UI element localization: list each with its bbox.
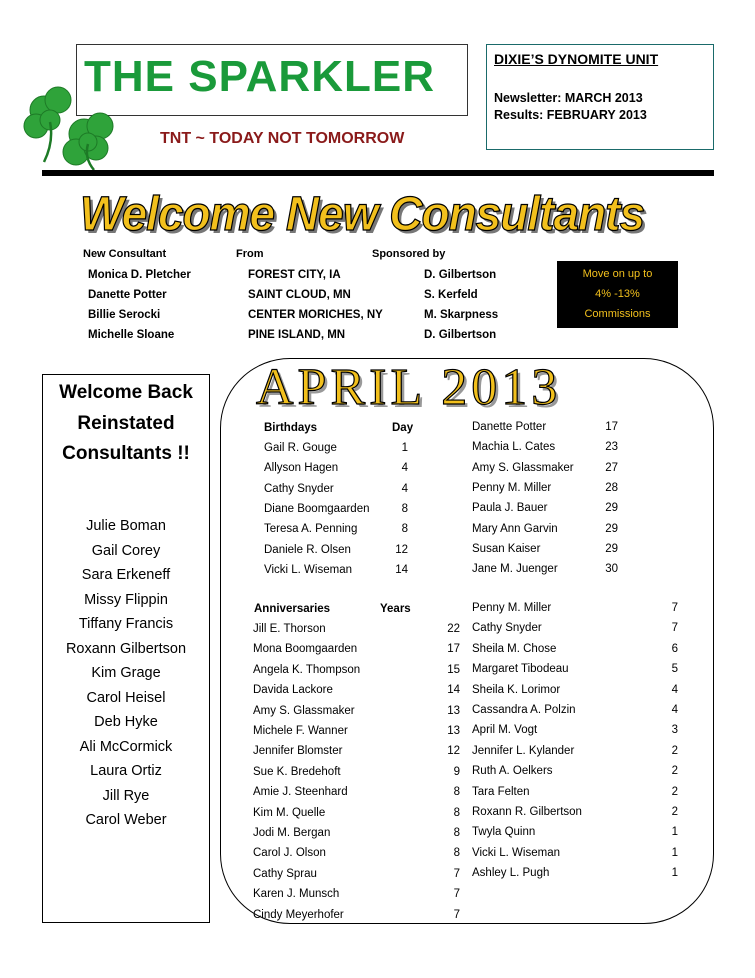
birthday-name: Mary Ann Garvin — [472, 522, 558, 535]
birthdays-header: Birthdays — [264, 422, 318, 434]
anniversary-name: Cassandra A. Polzin — [472, 704, 576, 716]
birthday-name: Amy S. Glassmaker — [472, 461, 574, 474]
consultant-sponsor: D. Gilbertson — [424, 329, 497, 341]
anniversary-years: 1 — [671, 826, 678, 839]
anniversary-years: 4 — [671, 704, 678, 716]
years-header: Years — [380, 603, 411, 615]
birthday-day: 23 — [605, 441, 618, 454]
anniversary-years: 5 — [671, 663, 678, 676]
birthday-name: Vicki L. Wiseman — [264, 563, 352, 576]
anniversary-name: Sheila M. Chose — [472, 642, 557, 655]
anniversary-name: Davida Lackore — [253, 684, 333, 697]
birthday-day: 29 — [605, 522, 618, 535]
newsletter-date: Newsletter: MARCH 2013 — [494, 91, 643, 105]
consultant-from: FOREST CITY, IA — [248, 269, 341, 281]
welcome-back-title — [42, 378, 210, 470]
anniversary-name: April M. Vogt — [472, 724, 538, 737]
anniversary-years: 7 — [671, 622, 678, 635]
anniversary-years: 1 — [671, 867, 678, 880]
reinstated-name: Julie Boman — [86, 518, 166, 534]
commission-line: Move on up to — [582, 268, 653, 280]
birthday-day: 1 — [401, 442, 408, 454]
anniversary-years: 3 — [671, 724, 678, 737]
anniversary-years: 13 — [447, 725, 460, 737]
unit-name: DIXIE’S DYNOMITE UNIT — [494, 51, 659, 67]
anniversary-years: 7 — [671, 602, 678, 614]
birthday-day: 17 — [605, 421, 618, 433]
reinstated-name: Missy Flippin — [84, 591, 168, 608]
birthday-day: 12 — [395, 543, 408, 556]
anniversary-years: 8 — [453, 827, 460, 839]
commission-line: Commissions — [584, 308, 651, 320]
anniversary-name: Amy S. Glassmaker — [253, 704, 355, 717]
anniversary-name: Ruth A. Oelkers — [472, 765, 553, 778]
anniversary-years: 8 — [453, 786, 460, 799]
anniversary-years: 2 — [671, 744, 678, 757]
col-header-sponsor: Sponsored by — [372, 248, 446, 260]
reinstated-name: Ali McCormick — [79, 738, 173, 755]
birthday-name: Teresa A. Penning — [264, 523, 358, 536]
birthday-name: Gail R. Gouge — [264, 442, 337, 454]
col-header-consultant: New Consultant — [83, 248, 167, 260]
birthday-day: 27 — [605, 461, 618, 474]
anniversaries-header: Anniversaries — [254, 603, 331, 615]
commission-box — [557, 261, 678, 328]
birthday-name: Diane Boomgaarden — [264, 502, 370, 515]
reinstated-name: Tiffany Francis — [78, 616, 174, 632]
anniversary-name: Sue K. Bredehoft — [253, 765, 341, 778]
col-header-from: From — [236, 248, 264, 260]
consultant-from: SAINT CLOUD, MN — [248, 289, 351, 301]
title-line: Reinstated — [77, 412, 175, 434]
consultant-name: Monica D. Pletcher — [88, 269, 191, 281]
anniversary-name: Cathy Sprau — [253, 867, 317, 880]
birthday-day: 8 — [401, 502, 408, 515]
anniversary-name: Cindy Meyerhofer — [253, 908, 344, 921]
april-title: APRIL 2013 — [256, 359, 562, 416]
anniversary-name: Amie J. Steenhard — [253, 786, 348, 799]
reinstated-name: Carol Weber — [85, 812, 167, 828]
divider — [42, 170, 714, 176]
anniversary-name: Ashley L. Pugh — [472, 867, 550, 880]
anniversary-years: 7 — [453, 908, 460, 921]
anniversary-name: Jennifer Blomster — [253, 745, 343, 758]
birthday-name: Daniele R. Olsen — [264, 543, 351, 556]
anniversary-years: 17 — [447, 643, 460, 656]
newsletter-title: THE SPARKLER — [84, 52, 435, 101]
consultant-name: Billie Serocki — [88, 309, 161, 321]
anniversary-years: 9 — [453, 765, 460, 778]
anniversary-name: Tara Felten — [472, 785, 530, 798]
anniversary-years: 13 — [447, 704, 460, 717]
anniversary-name: Jill E. Thorson — [253, 623, 326, 635]
consultant-sponsor: D. Gilbertson — [424, 269, 497, 281]
reinstated-name: Gail Corey — [91, 542, 161, 559]
birthday-name: Paula J. Bauer — [472, 502, 548, 515]
birthday-day: 28 — [605, 481, 618, 494]
birthday-name: Danette Potter — [472, 421, 547, 433]
title-line: Consultants !! — [62, 443, 190, 464]
reinstated-name: Sara Erkeneff — [81, 567, 171, 583]
birthday-name: Machia L. Cates — [472, 441, 556, 454]
anniversary-name: Cathy Snyder — [472, 622, 542, 635]
anniversary-years: 12 — [447, 745, 460, 758]
anniversary-years: 14 — [447, 684, 460, 697]
reinstated-name: Roxann Gilbertson — [65, 640, 187, 657]
birthday-day: 8 — [401, 523, 408, 536]
birthday-name: Penny M. Miller — [472, 481, 552, 494]
anniversary-years: 2 — [671, 785, 678, 798]
birthday-day: 29 — [605, 502, 618, 515]
title-line: Welcome Back — [59, 382, 193, 403]
anniversary-name: Karen J. Munsch — [253, 888, 340, 901]
commission-line: 4% -13% — [595, 288, 640, 300]
reinstated-name: Carol Heisel — [86, 689, 166, 706]
anniversary-name: Twyla Quinn — [472, 826, 536, 839]
birthday-day: 4 — [401, 462, 408, 475]
shamrock-icon — [14, 82, 124, 172]
consultant-name: Michelle Sloane — [88, 329, 175, 341]
anniversary-name: Kim M. Quelle — [253, 806, 326, 819]
welcome-banner: Welcome New Consultants — [80, 185, 645, 241]
anniversary-name: Michele F. Wanner — [253, 725, 348, 737]
birthday-name: Allyson Hagen — [264, 462, 339, 475]
day-header: Day — [392, 422, 414, 434]
consultant-from: PINE ISLAND, MN — [248, 329, 346, 341]
consultant-sponsor: S. Kerfeld — [424, 289, 478, 301]
reinstated-name: Kim Grage — [91, 665, 161, 681]
birthday-day: 29 — [605, 542, 618, 555]
results-date: Results: FEBRUARY 2013 — [494, 108, 647, 122]
birthday-name: Jane M. Juenger — [472, 563, 558, 576]
tagline: TNT ~ TODAY NOT TOMORROW — [160, 130, 405, 147]
anniversary-years: 7 — [453, 867, 460, 880]
reinstated-name: Jill Rye — [102, 787, 150, 804]
anniversary-name: Roxann R. Gilbertson — [472, 806, 582, 818]
anniversary-name: Jodi M. Bergan — [253, 827, 331, 839]
anniversary-name: Sheila K. Lorimor — [472, 683, 561, 696]
reinstated-name: Deb Hyke — [94, 714, 158, 730]
consultant-sponsor: M. Skarpness — [424, 309, 499, 321]
anniversary-name: Mona Boomgaarden — [253, 643, 358, 656]
anniversary-name: Margaret Tibodeau — [472, 663, 569, 676]
consultant-from: CENTER MORICHES, NY — [248, 309, 383, 321]
anniversary-name: Vicki L. Wiseman — [472, 846, 560, 859]
reinstated-name: Laura Ortiz — [90, 763, 162, 779]
anniversary-years: 4 — [671, 683, 678, 696]
birthday-day: 4 — [401, 482, 408, 495]
anniversary-name: Penny M. Miller — [472, 602, 552, 614]
anniversary-years: 6 — [671, 642, 678, 655]
anniversary-years: 8 — [453, 847, 460, 860]
birthday-name: Cathy Snyder — [264, 482, 334, 495]
anniversary-years: 2 — [671, 765, 678, 778]
anniversary-name: Jennifer L. Kylander — [472, 744, 575, 757]
anniversary-years: 8 — [453, 806, 460, 819]
birthday-day: 30 — [605, 563, 618, 576]
consultant-name: Danette Potter — [88, 289, 167, 301]
birthday-name: Susan Kaiser — [472, 542, 541, 555]
anniversary-years: 22 — [447, 623, 460, 635]
birthday-day: 14 — [395, 563, 408, 576]
anniversary-name: Carol J. Olson — [253, 847, 326, 860]
anniversary-years: 2 — [671, 806, 678, 818]
anniversary-years: 15 — [447, 663, 460, 676]
anniversary-years: 1 — [671, 846, 678, 859]
anniversary-years: 7 — [453, 888, 460, 901]
anniversary-name: Angela K. Thompson — [253, 663, 361, 676]
